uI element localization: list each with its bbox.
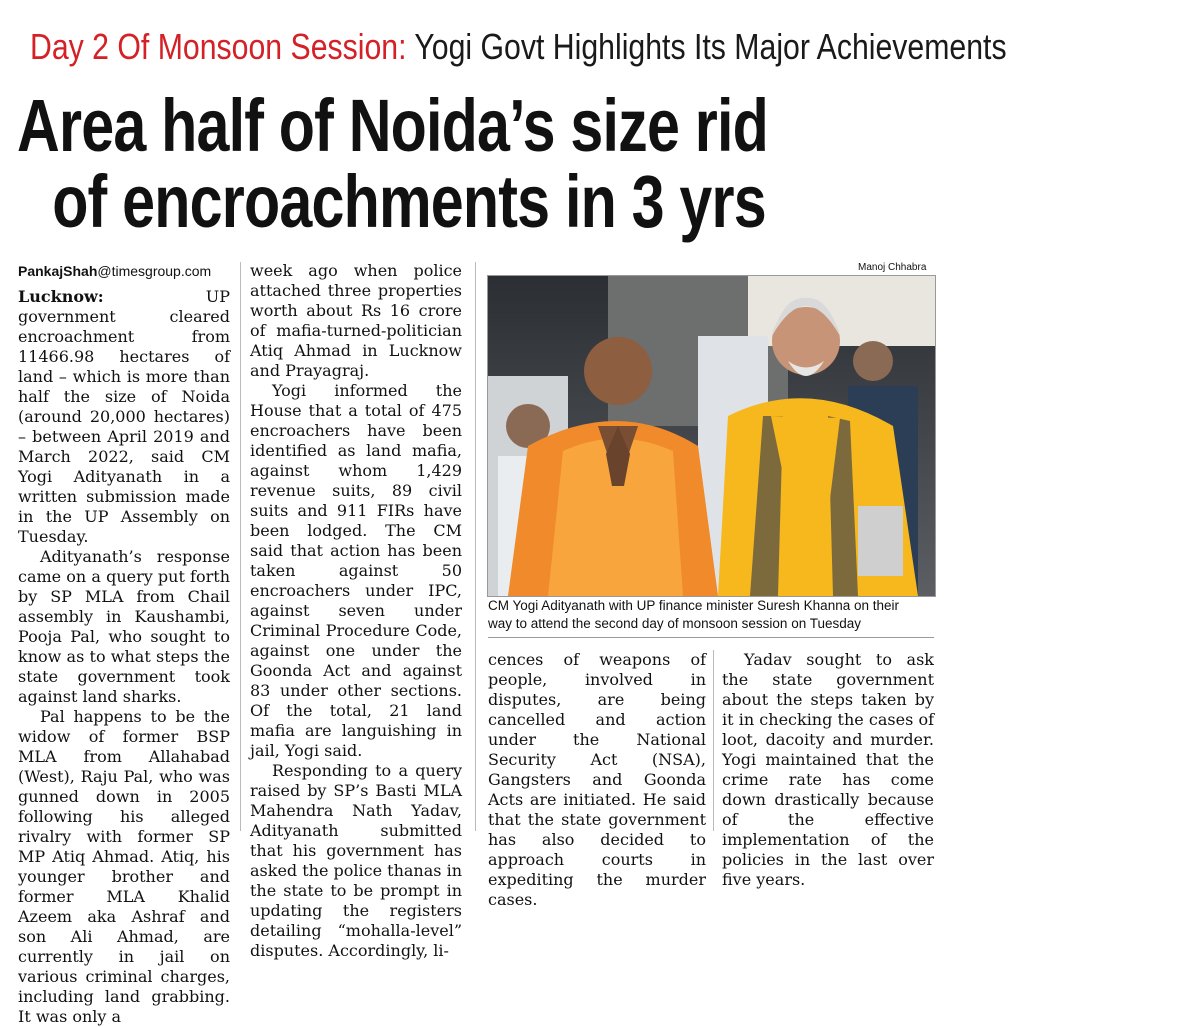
- headline-line-1: Area half of Noida’s size rid: [17, 84, 768, 167]
- story-paragraph-4: Yogi informed the House that a total of 475 encroachers have been identified as land mafia, against whom 1,429 revenue suits, 89 civil suits and 911 FIRs have been lodged. The CM said that action has been taken against 50 encroachers under IPC, against seven under Criminal Procedure Code, against one under the Goonda Act and against 83 under other sections. Of the total, 21 land mafia are languishing in jail, Yogi said.: [250, 381, 462, 760]
- kicker-text: Yogi Govt Highlights Its Major Achievements: [414, 26, 1007, 67]
- story-paragraph-5: Responding to a query raised by SP’s Basti MLA Mahendra Nath Yadav, Adityanath submitted that his government has asked the police thanas in the state to be prompt in updating the registers detailing “mohalla-level” disputes. Accordingly, li-: [250, 761, 462, 960]
- story-paragraph-5-continued: cences of weapons of people, involved in disputes, are being cancelled and action under the National Security Act (NSA), Gangsters and Goonda Acts are initiated. He said that the state government has also decided to approach courts in expediting the murder cases.: [488, 650, 706, 909]
- photo-caption-line-2: way to attend the second day of monsoon session on Tuesday: [488, 616, 861, 631]
- story-paragraph-1: [18, 287, 230, 547]
- story-column-1: [18, 261, 230, 1026]
- kicker: [30, 22, 1007, 72]
- story-column-2: [250, 261, 462, 960]
- story-paragraph-2: Adityanath’s response came on a query put forth by SP MLA from Chail assembly in Kaushambi, Pooja Pal, who sought to know as to what steps the state government took against land sharks.: [18, 547, 230, 706]
- photo-caption-line-1: CM Yogi Adityanath with UP finance minister Suresh Khanna on their: [488, 598, 899, 613]
- kicker-label: Day 2 Of Monsoon Session:: [30, 26, 407, 67]
- byline-domain: @timesgroup.com: [97, 263, 212, 279]
- story-paragraph-3-continued: week ago when police attached three properties worth about Rs 16 crore of mafia-turned-politician Atiq Ahmad in Lucknow and Prayagraj.: [250, 261, 462, 380]
- headline: [17, 84, 768, 243]
- byline: [18, 261, 230, 281]
- column-divider: [713, 650, 714, 831]
- photo-credit: Manoj Chhabra: [858, 262, 927, 273]
- column-divider: [475, 262, 476, 831]
- photo-illustration: [488, 276, 935, 596]
- story-paragraph-6: Yadav sought to ask the state government about the steps taken by it in checking the cases of loot, dacoity and murder. Yogi maintained that the crime rate has come down drastically because of the effective implementation of the policies in the last over five years.: [722, 650, 934, 889]
- news-photo: [487, 275, 936, 597]
- photo-caption: [488, 597, 934, 633]
- story-column-3: [488, 650, 706, 909]
- story-paragraph-3: Pal happens to be the widow of former BSP MLA from Allahabad (West), Raju Pal, who was gunned down in 2005 following his alleged rivalry with former SP MP Atiq Ahmad. Atiq, his younger brother and former MLA Khalid Azeem aka Ashraf and son Ali Ahmad, are currently in jail on various criminal charges, including land grabbing. It was only a: [18, 707, 230, 1026]
- caption-rule: [488, 637, 934, 638]
- story-column-4: [722, 650, 934, 889]
- byline-name: PankajShah: [18, 263, 98, 279]
- story-paragraph-1-text: UP government cleared encroachment from 11466.98 hectares of land – which is more than half the size of Noida (around 20,000 hectares) – between April 2019 and March 2022, said CM Yogi Adityanath in a written submission made in the UP Assembly on Tuesday.: [18, 287, 230, 546]
- column-divider: [240, 262, 241, 831]
- dateline: Lucknow:: [18, 287, 104, 306]
- headline-line-2: of encroachments in 3 yrs: [52, 160, 766, 243]
